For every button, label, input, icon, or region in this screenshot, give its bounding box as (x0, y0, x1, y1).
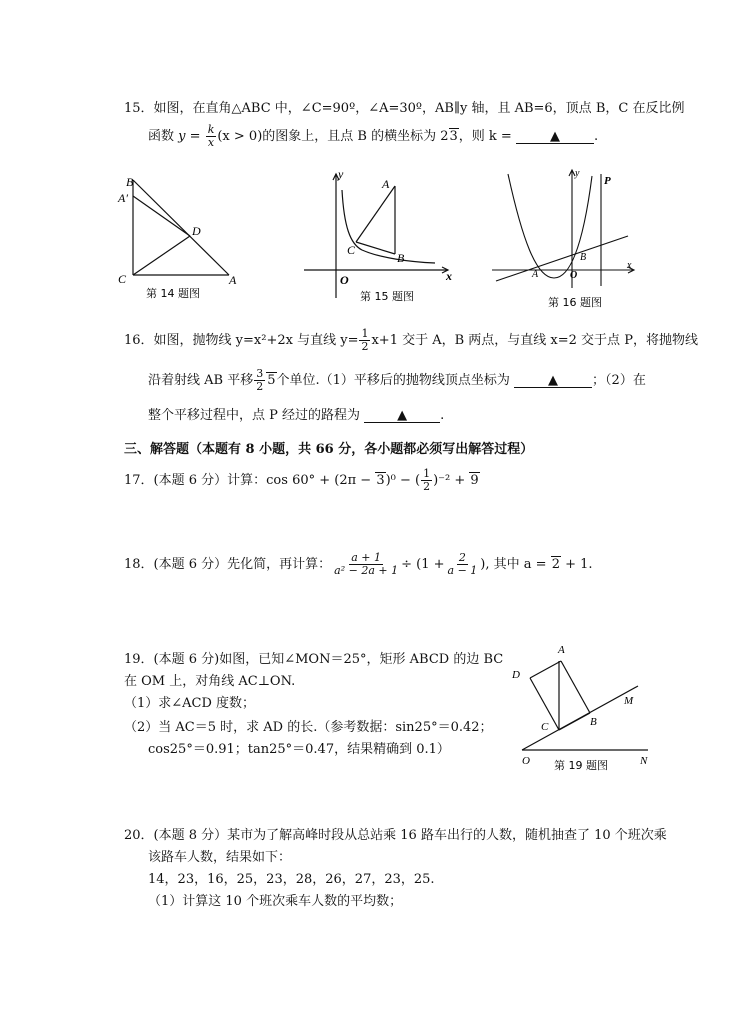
figure-14 (114, 170, 244, 300)
q15-fraction: $\frac{k}{x}$ (207, 123, 215, 149)
fig19-side-da (530, 661, 561, 678)
q18-fraction-2: $\frac{2}{a - 1}$ (447, 551, 478, 577)
fig15-label-a: A (382, 177, 390, 191)
fig15-label-b: B (397, 251, 405, 265)
q20-data: 14，23，16，25，23，28，26，27，23，25. (148, 872, 435, 887)
fig15-label-c: C (347, 243, 356, 257)
fig19-label-d: D (512, 669, 520, 681)
fig16-label-y: y (575, 168, 580, 179)
fig19-label-c: C (541, 721, 549, 733)
fig16-line (496, 236, 628, 281)
fig16-label-b: B (580, 252, 587, 263)
fig19-side-bc (559, 713, 590, 730)
q19-line3: （1）求∠ACD 度数； (124, 696, 256, 711)
fig15-caption: 第 15 题图 (360, 290, 414, 303)
q16-distance-fraction: $\frac{3}{2}$ (256, 367, 264, 393)
fig16-label-x: x (627, 260, 632, 271)
fig14-segment-cd (133, 236, 190, 275)
fig16-caption: 第 16 题图 (548, 296, 602, 309)
fig19-label-a: A (558, 644, 565, 656)
q20-line4: （1）计算这 10 个班次乘车人数的平均数； (148, 894, 403, 909)
fig19-label-b: B (590, 716, 597, 728)
figure-16 (488, 166, 638, 310)
fig16-label-o: O (570, 270, 578, 281)
q18-line: 18．(本题 6 分）先化简，再计算： $\frac{a + 1}{\text{a² − 2a + 1}}$ ÷ (1 + $\frac{2}{a - 1}$ ), 其中 a = 2 + 1. (124, 551, 593, 577)
q16-answer-blank-1[interactable]: ▲ (514, 375, 592, 388)
q16-answer-blank-2[interactable]: ▲ (364, 410, 440, 423)
q19-line1: 19．(本题 6 分)如图，已知∠MON＝25°，矩形 ABCD 的边 BC (124, 652, 504, 667)
q20-line1: 20．(本题 8 分）某市为了解高峰时段从总站乘 16 路车出行的人数，随机抽查了 10 个班次乘 (124, 828, 667, 843)
fig19-label-o: O (522, 755, 530, 767)
fig14-side-ab (133, 180, 229, 275)
fig16-label-p: P (604, 175, 611, 187)
q16-line1: 16．如图，抛物线 y=x²+2x 与直线 y= $\frac{1}{2}$ x+1 交于 A，B 两点，与直线 x=2 交于点 P，将抛物线 (124, 327, 698, 353)
fig19-caption: 第 19 题图 (554, 759, 608, 772)
fig14-label-a-prime: A′ (118, 191, 128, 205)
fig14-label-a: A (229, 273, 237, 287)
q19-line5: cos25°＝0.91；tan25°＝0.47，结果精确到 0.1） (148, 742, 450, 757)
q15-line1: 15．如图，在直角△ABC 中，∠C=90º，∠A=30º，AB∥y 轴，且 AB=6，顶点 B，C 在反比例 (124, 101, 685, 116)
q17-fraction: $\frac{1}{2}$ (423, 467, 431, 493)
fig15-segment-cb (356, 242, 395, 254)
fig14-caption: 第 14 题图 (146, 287, 200, 300)
fig14-segment-a-prime-d (133, 196, 190, 236)
q15-answer-blank[interactable]: ▲ (516, 131, 594, 144)
fig16-label-a: A (532, 269, 539, 280)
figure-15 (300, 166, 460, 306)
q19-line4: （2）当 AC＝5 时，求 AD 的长.（参考数据：sin25°＝0.42； (124, 720, 493, 735)
fig19-label-m: M (624, 695, 634, 707)
fig15-label-x: x (446, 269, 452, 283)
q18-fraction-1: $\frac{a + 1}{\text{a² − 2a + 1}}$ (334, 551, 399, 577)
q15-line2: 函数 y = $\frac{k}{x}$ (x > 0)的图象上，且点 B 的横坐标为 23，则 k = ▲ . (148, 123, 599, 149)
q19-line2: 在 OM 上，对角线 AC⊥ON. (124, 674, 296, 689)
fig15-label-o: O (340, 273, 349, 287)
fig14-label-d: D (192, 224, 201, 238)
q17-line: 17．(本题 6 分）计算：cos 60° + (2π − 3)⁰ − ( $\frac{1}{2}$ )⁻² + 9 (124, 467, 479, 493)
fig19-label-n: N (640, 755, 648, 767)
q20-line2: 该路车人数，结果如下： (148, 850, 292, 865)
fig15-label-y: y (338, 167, 344, 181)
q16-line3: 整个平移过程中，点 P 经过的路程为 ▲ . (148, 408, 445, 423)
fig15-segment-ac (356, 186, 395, 242)
fig14-label-c: C (118, 272, 127, 286)
section-3-heading: 三、解答题（本题有 8 小题，共 66 分，各小题都必须写出解答过程） (124, 442, 534, 457)
figure-19 (508, 636, 668, 776)
fig14-label-b: B (126, 175, 134, 189)
q16-half-fraction: $\frac{1}{2}$ (361, 327, 369, 353)
fig19-side-ab (561, 661, 590, 713)
q16-line2: 沿着射线 AB 平移 $\frac{3}{2}$ 5个单位.（1）平移后的抛物线顶点坐标为 ▲ ；（2）在 (148, 367, 646, 393)
